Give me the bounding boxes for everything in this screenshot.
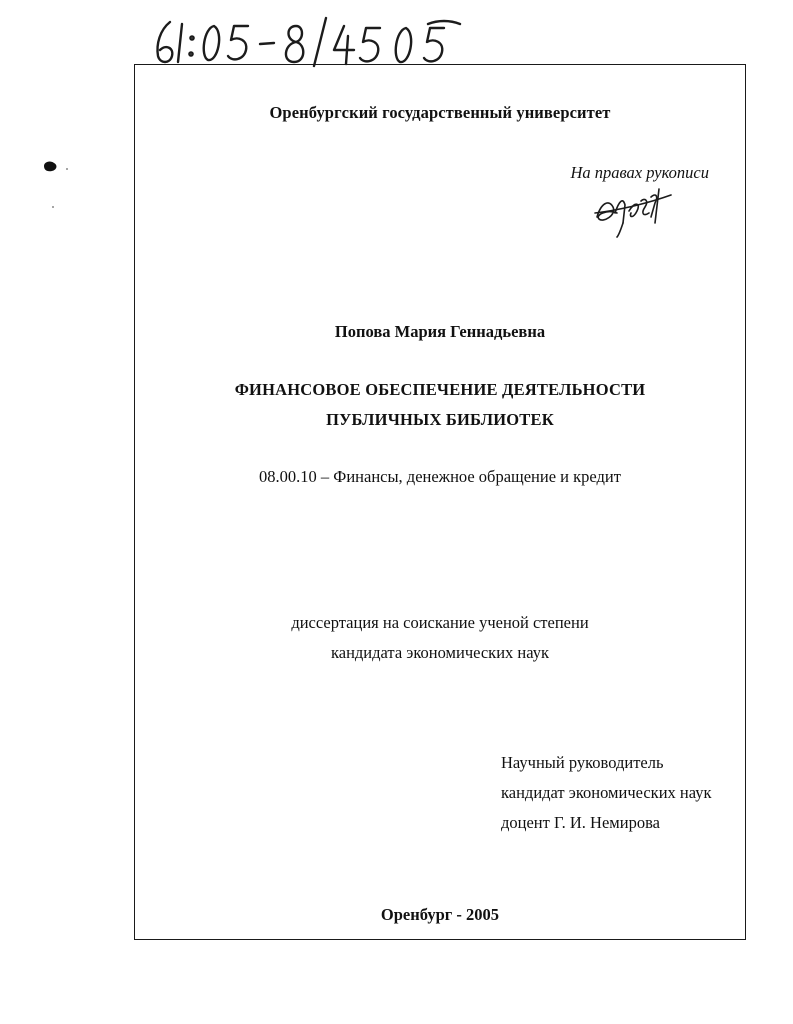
author-name: Попова Мария Геннадьевна [334, 322, 546, 341]
city-and-year: Оренбург - 2005 [380, 905, 500, 924]
degree-statement-line-1: диссертация на соискание ученой степени [291, 613, 589, 632]
dissertation-title-line-2: ПУБЛИЧНЫХ БИБЛИОТЕК [326, 410, 554, 429]
title-page-frame [134, 64, 746, 940]
ink-blot [42, 160, 58, 172]
author-signature [593, 183, 675, 239]
scan-speck [66, 168, 68, 170]
supervisor-role: Научный руководитель [501, 753, 664, 772]
manuscript-rights-label: На правах рукописи [570, 163, 709, 182]
supervisor-name: доцент Г. И. Немирова [501, 813, 660, 832]
degree-statement-line-2: кандидата экономических наук [330, 643, 549, 662]
supervisor-degree: кандидат экономических наук [501, 783, 712, 802]
university-name: Оренбургский государственный университет [269, 103, 611, 122]
dissertation-title-line-1: ФИНАНСОВОЕ ОБЕСПЕЧЕНИЕ ДЕЯТЕЛЬНОСТИ [234, 380, 646, 399]
specialty-code: 08.00.10 – Финансы, денежное обращение и кредит [259, 467, 621, 486]
scan-speck [52, 206, 54, 208]
